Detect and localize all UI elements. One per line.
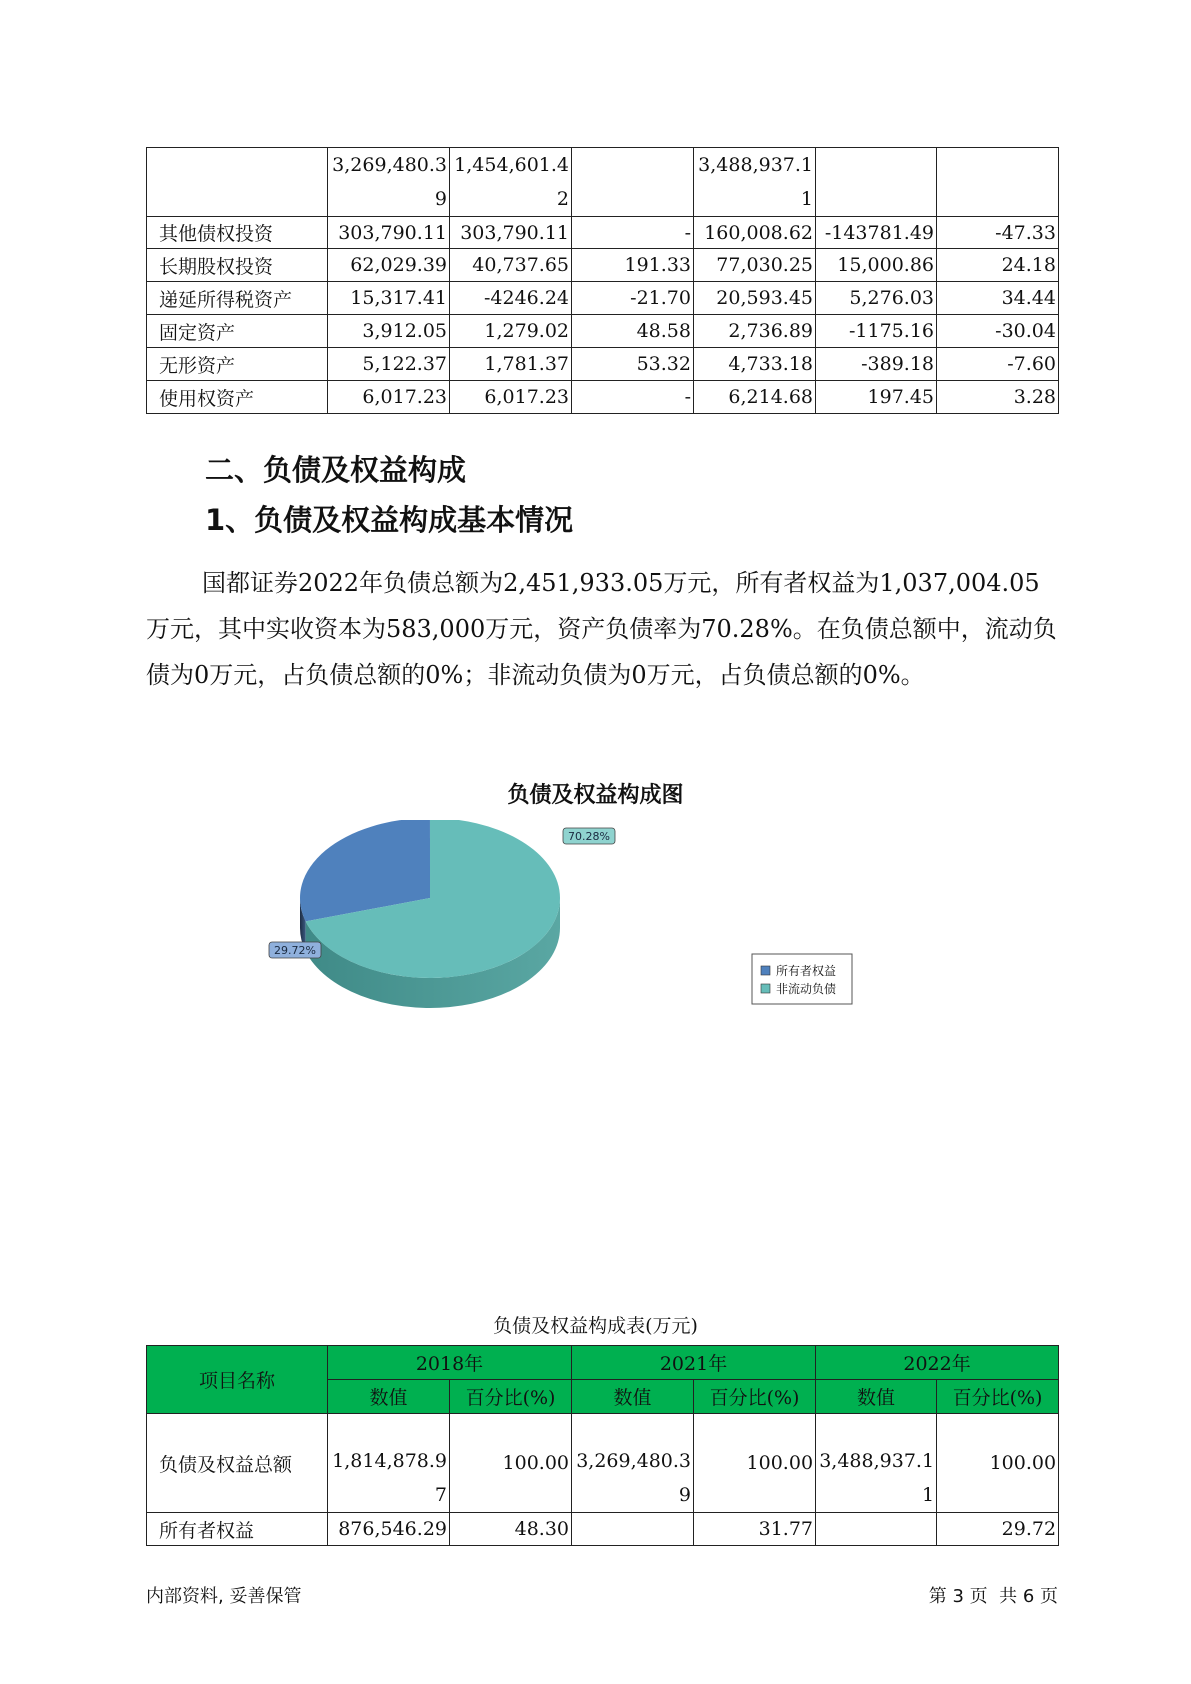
- body-paragraph: 国都证券2022年负债总额为2,451,933.05万元，所有者权益为1,037,004.05万元，其中实收资本为583,000万元，资产负债率为70.28%。在负债总额中，流动负债为0万元，占负债总额的0%；非流动负债为0万元，占负债总额的0%。: [146, 569, 1057, 689]
- page-number: 第 3 页 共 6 页: [928, 1586, 1058, 1607]
- table-row: 使用权资产 6,017.23 6,017.23 - 6,214.68 197.45 3.28: [147, 381, 1059, 414]
- table-row: 负债及权益总额 1,814,878.97 100.00 3,269,480.39 100.00 3,488,937.11 100.00: [147, 1414, 1059, 1513]
- legend-label-liability: 非流动负债: [776, 982, 837, 996]
- header-year: 2018年: [328, 1346, 572, 1380]
- header-year: 2021年: [572, 1346, 816, 1380]
- table-row: 固定资产 3,912.05 1,279.02 48.58 2,736.89 -1175.16 -30.04: [147, 315, 1059, 348]
- header-year: 2022年: [816, 1346, 1059, 1380]
- legend-swatch-equity: [761, 966, 770, 975]
- table-caption: 负债及权益构成表(万元): [493, 1315, 698, 1337]
- pie-chart: [0, 820, 1191, 1120]
- liability-equity-table: [146, 1345, 1059, 1546]
- asset-table: [146, 147, 1059, 414]
- table-row: 所有者权益 876,546.29 48.30 31.77 29.72: [147, 1513, 1059, 1546]
- header-item-name: 项目名称: [147, 1346, 328, 1414]
- data-label: 70.28%: [568, 830, 610, 843]
- legend-swatch-liability: [761, 984, 770, 993]
- table-row: 递延所得税资产 15,317.41 -4246.24 -21.70 20,593.45 5,276.03 34.44: [147, 282, 1059, 315]
- table-row: 其他债权投资 303,790.11 303,790.11 - 160,008.62 -143781.49 -47.33: [147, 217, 1059, 249]
- chart-legend: [752, 954, 852, 1004]
- table-row: 3,269,480.39 1,454,601.42 3,488,937.11: [147, 148, 1059, 217]
- header-row: [147, 1346, 1059, 1380]
- section-heading: 二、负债及权益构成: [205, 453, 467, 487]
- subsection-heading: 1、负债及权益构成基本情况: [205, 503, 574, 537]
- table-row: 无形资产 5,122.37 1,781.37 53.32 4,733.18 -389.18 -7.60: [147, 348, 1059, 381]
- footer-note: 内部资料, 妥善保管: [146, 1586, 302, 1607]
- table-row: 长期股权投资 62,029.39 40,737.65 191.33 77,030.25 15,000.86 24.18: [147, 249, 1059, 282]
- legend-label-equity: 所有者权益: [776, 964, 837, 978]
- chart-title: 负债及权益构成图: [507, 783, 684, 808]
- subheader-row: 数值 百分比(%) 数值 百分比(%) 数值 百分比(%): [147, 1380, 1059, 1414]
- data-label: 29.72%: [274, 944, 316, 957]
